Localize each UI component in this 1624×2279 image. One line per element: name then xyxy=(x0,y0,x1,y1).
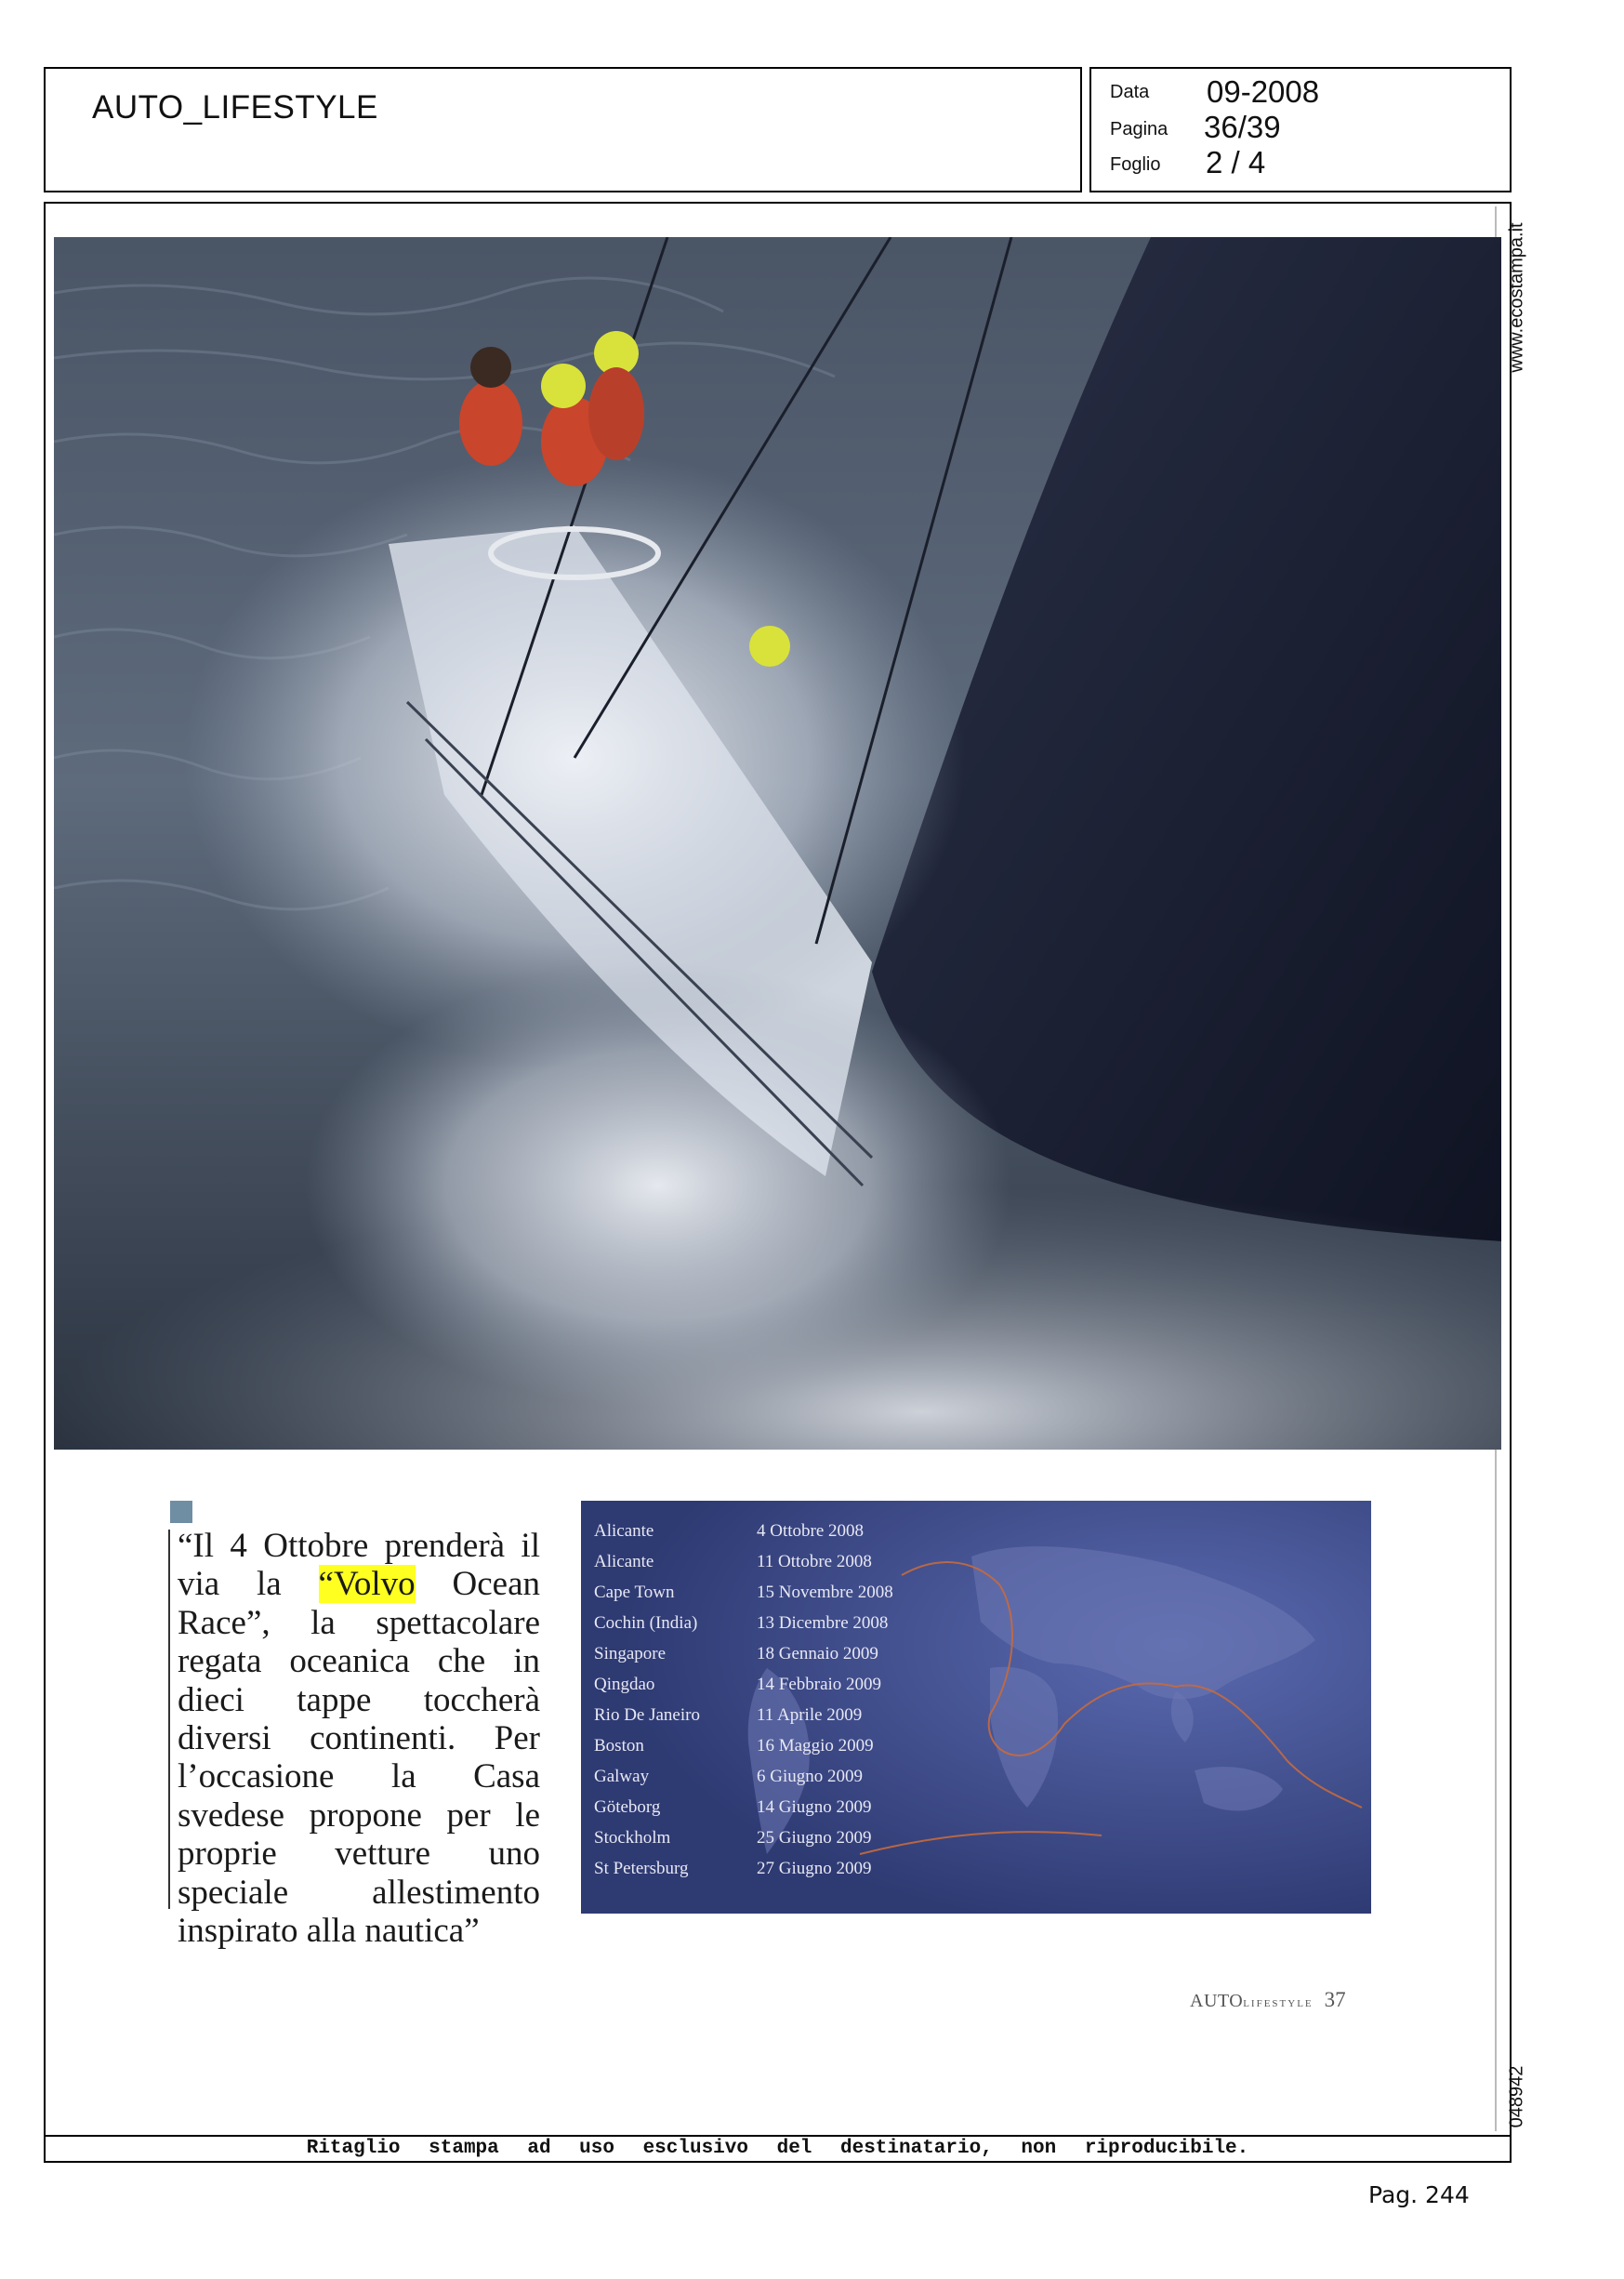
folio-brand-sub: LIFESTYLE xyxy=(1243,1998,1314,2009)
footer-notice: Ritaglio stampa ad uso esclusivo del destinatario, non riproducibile. xyxy=(306,2138,1249,2159)
data-value: 09-2008 xyxy=(1207,74,1320,109)
stop-city: Cochin (India) xyxy=(594,1613,698,1633)
stop-city: Qingdao xyxy=(594,1675,655,1694)
header-metadata-box xyxy=(1089,67,1512,192)
page-number: Pag. 244 xyxy=(1368,2181,1470,2208)
pagina-label: Pagina xyxy=(1110,119,1168,139)
quote-left-rule xyxy=(168,1530,170,1909)
route-stop xyxy=(594,1669,1115,1700)
yacht-illustration xyxy=(54,237,1501,1450)
route-stops-list xyxy=(594,1516,1115,1884)
header-publication-box xyxy=(44,67,1082,192)
stop-date: 25 Giugno 2009 xyxy=(757,1828,872,1848)
route-stop xyxy=(594,1516,1115,1546)
folio-page-number: 37 xyxy=(1324,1988,1346,2011)
side-url xyxy=(1499,214,1536,381)
stop-city: St Petersburg xyxy=(594,1859,689,1878)
route-stop xyxy=(594,1546,1115,1577)
publication-name: AUTO_LIFESTYLE xyxy=(92,89,378,126)
quote-square-marker xyxy=(170,1501,192,1523)
stop-date: 13 Dicembre 2008 xyxy=(757,1613,889,1633)
stop-date: 27 Giugno 2009 xyxy=(757,1859,872,1878)
stop-date: 11 Aprile 2009 xyxy=(757,1705,863,1725)
pull-quote-after: Ocean Race”, la spettacolare regata oceanica che in dieci tappe toccherà diversi continenti. Per l’occasione la Casa svedese propone per le proprie vetture uno speciale allestimento inspirato alla nautica” xyxy=(178,1565,540,1951)
side-code-text: 048942 xyxy=(1506,2065,1527,2128)
route-stop xyxy=(594,1792,1115,1822)
route-stop xyxy=(594,1730,1115,1761)
pagina-value: 36/39 xyxy=(1204,110,1281,144)
pull-quote-text xyxy=(178,1527,540,1950)
foglio-label: Foglio xyxy=(1110,154,1161,175)
footer-rule xyxy=(44,2135,1512,2137)
stop-city: Göteborg xyxy=(594,1797,661,1817)
stop-date: 16 Maggio 2009 xyxy=(757,1736,874,1756)
route-stop xyxy=(594,1761,1115,1792)
stop-date: 15 Novembre 2008 xyxy=(757,1583,893,1602)
stop-city: Cape Town xyxy=(594,1583,675,1602)
sailing-yacht-photo xyxy=(54,237,1501,1450)
side-code xyxy=(1499,2055,1536,2139)
route-stop xyxy=(594,1577,1115,1608)
side-url-text: www.ecostampa.it xyxy=(1506,222,1527,373)
data-label: Data xyxy=(1110,82,1150,102)
stop-city: Stockholm xyxy=(594,1828,671,1848)
stop-city: Galway xyxy=(594,1767,650,1786)
stop-date: 4 Ottobre 2008 xyxy=(757,1521,865,1541)
pull-quote xyxy=(178,1527,540,1950)
foglio-value: 2 / 4 xyxy=(1206,145,1266,179)
stop-date: 11 Ottobre 2008 xyxy=(757,1552,872,1571)
stop-date: 14 Febbraio 2009 xyxy=(757,1675,882,1694)
stop-date: 18 Gennaio 2009 xyxy=(757,1644,878,1663)
route-stop xyxy=(594,1853,1115,1884)
route-stop xyxy=(594,1638,1115,1669)
pull-quote-before: “Il 4 Ottobre prenderà il via la xyxy=(178,1527,540,1604)
race-route-panel xyxy=(581,1501,1371,1914)
stop-date: 14 Giugno 2009 xyxy=(757,1797,872,1817)
stop-date: 6 Giugno 2009 xyxy=(757,1767,863,1786)
route-stop xyxy=(594,1700,1115,1730)
folio-brand-main: AUTO xyxy=(1190,1991,1244,2011)
pull-quote-highlight: “Volvo xyxy=(318,1565,416,1604)
route-stop xyxy=(594,1608,1115,1638)
page-folio xyxy=(1190,1988,1346,2012)
stop-city: Singapore xyxy=(594,1644,667,1663)
folio-brand xyxy=(1190,1991,1314,2011)
stop-city: Alicante xyxy=(594,1552,654,1571)
route-stop xyxy=(594,1822,1115,1853)
stop-city: Rio De Janeiro xyxy=(594,1705,700,1725)
stop-city: Boston xyxy=(594,1736,644,1756)
stop-city: Alicante xyxy=(594,1521,654,1541)
